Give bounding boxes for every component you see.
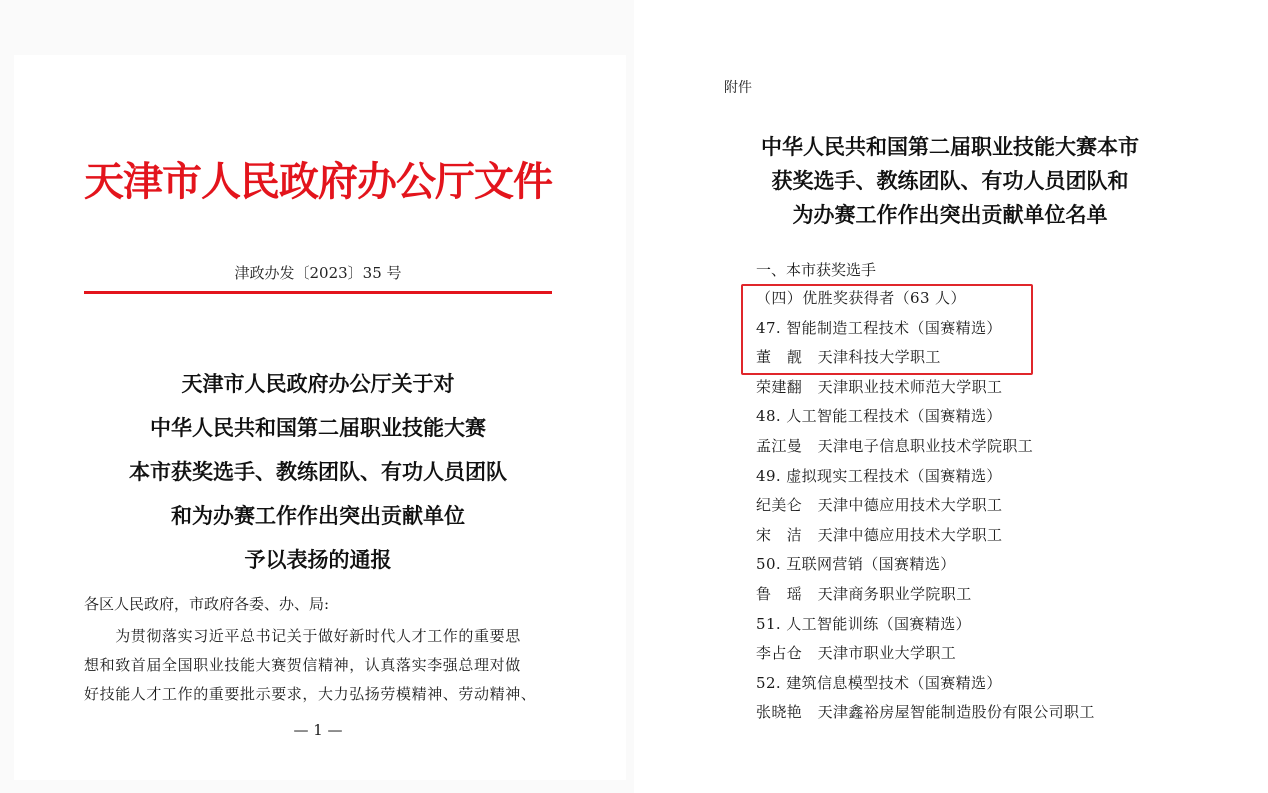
header-divider — [84, 291, 552, 294]
notice-title-line: 中华人民共和国第二届职业技能大赛 — [150, 416, 486, 440]
list-title-line: 获奖选手、教练团队、有功人员团队和 — [771, 168, 1129, 193]
list-item: 51. 人工智能训练（国赛精选） — [756, 614, 972, 633]
list-title-line: 为办赛工作作出突出贡献单位名单 — [792, 202, 1108, 227]
body-line: 好技能人才工作的重要批示要求，大力弘扬劳模精神、劳动精神、 — [84, 685, 537, 703]
list-title — [724, 130, 1176, 232]
notice-title-line: 和为办赛工作作出突出贡献单位 — [171, 504, 465, 528]
list-item: 孟江曼 天津电子信息职业技术学院职工 — [756, 436, 1034, 455]
body-text — [84, 622, 552, 709]
body-line: 想和致首届全国职业技能大赛贺信精神，认真落实李强总理对做 — [84, 656, 521, 674]
notice-title-line: 本市获奖选手、教练团队、有功人员团队 — [129, 460, 507, 484]
list-item: 董 靓 天津科技大学职工 — [756, 348, 941, 367]
list-item: 鲁 瑶 天津商务职业学院职工 — [756, 584, 972, 603]
list-title-line: 中华人民共和国第二届职业技能大赛本市 — [761, 134, 1139, 159]
list-item: 李占仓 天津市职业大学职工 — [756, 644, 957, 663]
document-header-title: 天津市人民政府办公厅文件 — [84, 158, 552, 205]
list-item: 49. 虚拟现实工程技术（国赛精选） — [756, 466, 1002, 485]
list-item: 宋 洁 天津中德应用技术大学职工 — [756, 525, 1003, 544]
list-item: 张晓艳 天津鑫裕房屋智能制造股份有限公司职工 — [756, 703, 1095, 722]
page-number: — 1 — — [293, 721, 343, 739]
list-item: 52. 建筑信息模型技术（国赛精选） — [756, 673, 1002, 692]
section-heading: 一、本市获奖选手 — [756, 261, 877, 279]
highlight-box — [741, 284, 1033, 375]
notice-title-line: 予以表扬的通报 — [244, 548, 392, 572]
list-item: 47. 智能制造工程技术（国赛精选） — [756, 318, 1002, 337]
list-item: 50. 互联网营销（国赛精选） — [756, 555, 956, 574]
list-item: （四）优胜奖获得者（63 人） — [756, 289, 966, 307]
document-number: 津政办发〔2023〕35 号 — [234, 264, 402, 282]
list-item: 纪美仑 天津中德应用技术大学职工 — [756, 496, 1003, 515]
body-line: 为贯彻落实习近平总书记关于做好新时代人才工作的重要思 — [84, 627, 521, 645]
notice-title-line: 天津市人民政府办公厅关于对 — [181, 372, 455, 396]
attachment-label: 附件 — [724, 80, 752, 96]
salutation: 各区人民政府，市政府各委、办、局: — [84, 595, 330, 613]
list-item: 48. 人工智能工程技术（国赛精选） — [756, 407, 1002, 426]
list-item: 荣建翻 天津职业技术师范大学职工 — [756, 377, 1003, 396]
notice-title — [84, 362, 552, 582]
